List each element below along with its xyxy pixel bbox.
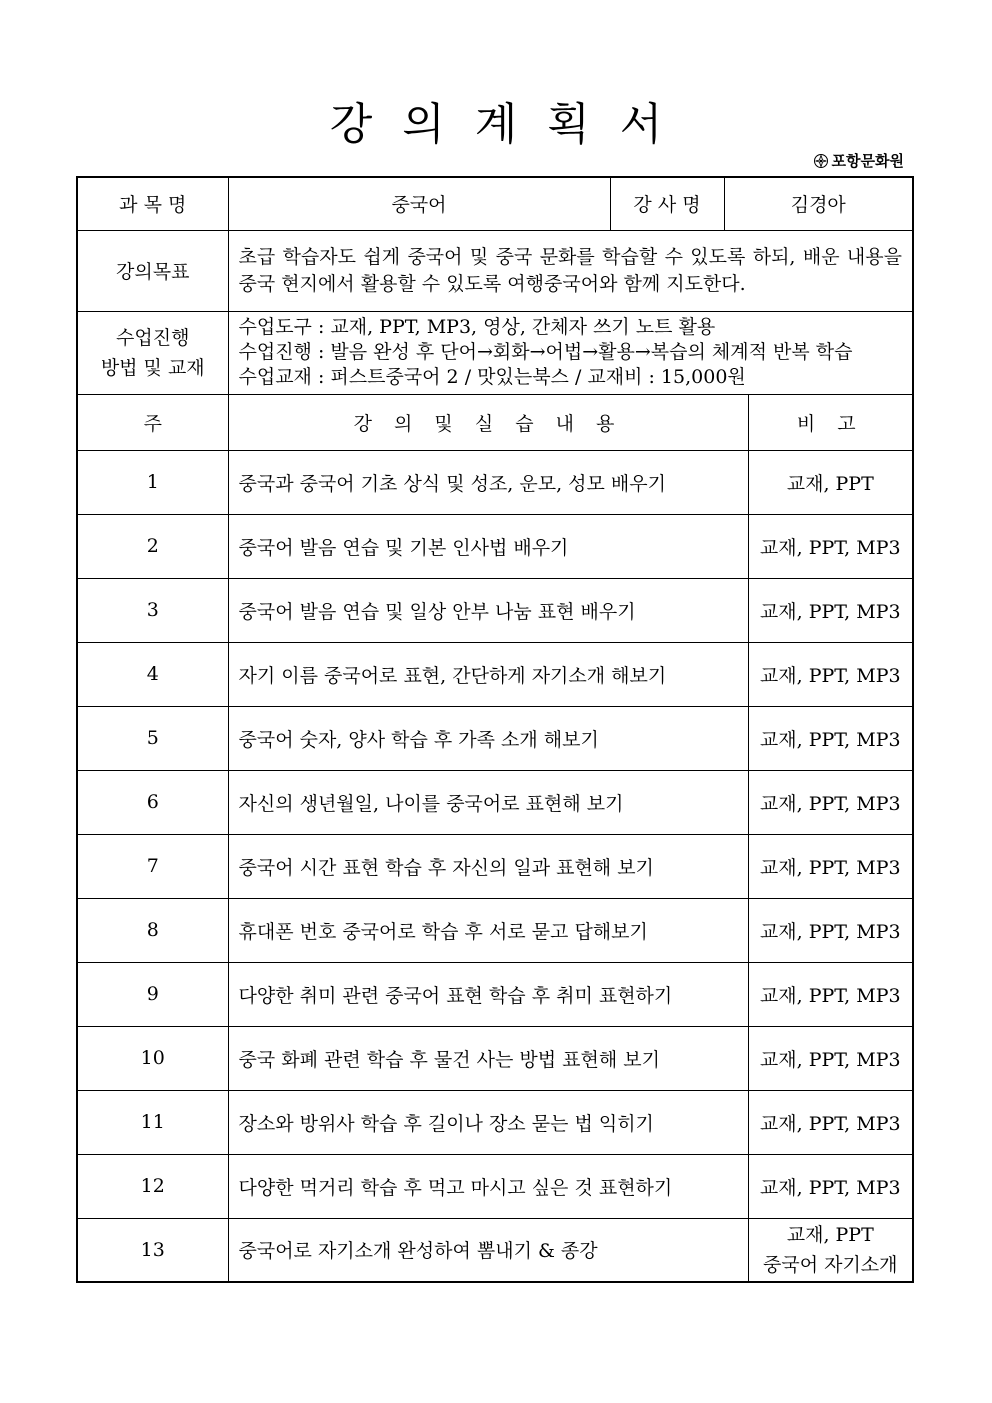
- objective-label: 강의목표: [77, 230, 228, 311]
- week-note: 교재, PPT, MP3: [748, 642, 913, 706]
- table-row: [77, 450, 913, 514]
- week-note: 교재, PPT, MP3: [748, 1090, 913, 1154]
- method-label-line1: 수업진행: [116, 326, 190, 349]
- organization: [813, 150, 904, 171]
- table-row: [77, 642, 913, 706]
- table-row: [77, 834, 913, 898]
- table-row: [77, 1218, 913, 1282]
- table-row: [77, 706, 913, 770]
- week-number: 5: [77, 706, 228, 770]
- week-note: 교재, PPT, MP3: [748, 514, 913, 578]
- table-row: [77, 1090, 913, 1154]
- week-note: 교재, PPT, MP3: [748, 770, 913, 834]
- week-content: 장소와 방위사 학습 후 길이나 장소 묻는 법 익히기: [228, 1090, 748, 1154]
- week-note: [748, 1218, 913, 1282]
- week-content: 중국어 시간 표현 학습 후 자신의 일과 표현해 보기: [228, 834, 748, 898]
- week-content: 다양한 취미 관련 중국어 표현 학습 후 취미 표현하기: [228, 962, 748, 1026]
- week-number: 13: [77, 1218, 228, 1282]
- week-number: 12: [77, 1154, 228, 1218]
- week-note: 교재, PPT, MP3: [748, 706, 913, 770]
- objective-row: [77, 230, 913, 311]
- organization-name: 포항문화원: [831, 152, 904, 170]
- column-note: 비 고: [748, 394, 913, 450]
- method-label-line2: 방법 및 교재: [100, 356, 205, 379]
- week-content: 중국과 중국어 기초 상식 및 성조, 운모, 성모 배우기: [228, 450, 748, 514]
- document-title: 강의계획서: [329, 99, 693, 150]
- instructor-label: 강 사 명: [610, 177, 724, 230]
- week-number: 4: [77, 642, 228, 706]
- week-content: 중국어 숫자, 양사 학습 후 가족 소개 해보기: [228, 706, 748, 770]
- week-content: 중국어로 자기소개 완성하여 뽐내기 & 종강: [228, 1218, 748, 1282]
- table-row: [77, 578, 913, 642]
- week-content: 중국어 발음 연습 및 기본 인사법 배우기: [228, 514, 748, 578]
- week-number: 8: [77, 898, 228, 962]
- method-label: [77, 311, 228, 394]
- subject-label: 과 목 명: [77, 177, 228, 230]
- week-number: 6: [77, 770, 228, 834]
- method-row: [77, 311, 913, 394]
- week-note: 교재, PPT, MP3: [748, 1154, 913, 1218]
- week-note: 교재, PPT, MP3: [748, 834, 913, 898]
- table-row: [77, 962, 913, 1026]
- table-row: [77, 898, 913, 962]
- table-row: [77, 1154, 913, 1218]
- week-number: 11: [77, 1090, 228, 1154]
- method-progress: 수업진행 : 발음 완성 후 단어→회화→어법→활용→복습의 체계적 반복 학습: [238, 341, 853, 363]
- week-content: 자기 이름 중국어로 표현, 간단하게 자기소개 해보기: [228, 642, 748, 706]
- instructor-value: 김경아: [724, 177, 913, 230]
- week-content: 휴대폰 번호 중국어로 학습 후 서로 묻고 답해보기: [228, 898, 748, 962]
- lecture-plan-table: [76, 176, 914, 1283]
- method-textbook: 수업교재 : 퍼스트중국어 2 / 맛있는북스 / 교재비 : 15,000원: [238, 366, 746, 388]
- week-number: 9: [77, 962, 228, 1026]
- week-number: 10: [77, 1026, 228, 1090]
- method-tools: 수업도구 : 교재, PPT, MP3, 영상, 간체자 쓰기 노트 활용: [238, 316, 716, 338]
- week-note: 교재, PPT: [748, 450, 913, 514]
- table-row: [77, 1026, 913, 1090]
- header-row: [77, 177, 913, 230]
- week-note: 교재, PPT, MP3: [748, 962, 913, 1026]
- week-content: 다양한 먹거리 학습 후 먹고 마시고 싶은 것 표현하기: [228, 1154, 748, 1218]
- week-note: 교재, PPT, MP3: [748, 578, 913, 642]
- column-content: 강 의 및 실 습 내 용: [228, 394, 748, 450]
- week-note: 교재, PPT, MP3: [748, 898, 913, 962]
- week-note-line2: 중국어 자기소개: [762, 1253, 898, 1276]
- table-row: [77, 514, 913, 578]
- objective-text: 초급 학습자도 쉽게 중국어 및 중국 문화를 학습할 수 있도록 하되, 배운 내용을 중국 현지에서 활용할 수 있도록 여행중국어와 함께 지도한다.: [228, 230, 913, 311]
- week-number: 2: [77, 514, 228, 578]
- method-details: [228, 311, 913, 394]
- column-week: 주: [77, 394, 228, 450]
- week-number: 7: [77, 834, 228, 898]
- week-content: 중국 화폐 관련 학습 후 물건 사는 방법 표현해 보기: [228, 1026, 748, 1090]
- table-row: [77, 770, 913, 834]
- column-header-row: [77, 394, 913, 450]
- week-note: 교재, PPT, MP3: [748, 1026, 913, 1090]
- week-note-line1: 교재, PPT: [786, 1223, 874, 1246]
- week-content: 중국어 발음 연습 및 일상 안부 나눔 표현 배우기: [228, 578, 748, 642]
- organization-logo-icon: [813, 153, 829, 169]
- week-content: 자신의 생년월일, 나이를 중국어로 표현해 보기: [228, 770, 748, 834]
- week-number: 3: [77, 578, 228, 642]
- subject-value: 중국어: [228, 177, 610, 230]
- week-number: 1: [77, 450, 228, 514]
